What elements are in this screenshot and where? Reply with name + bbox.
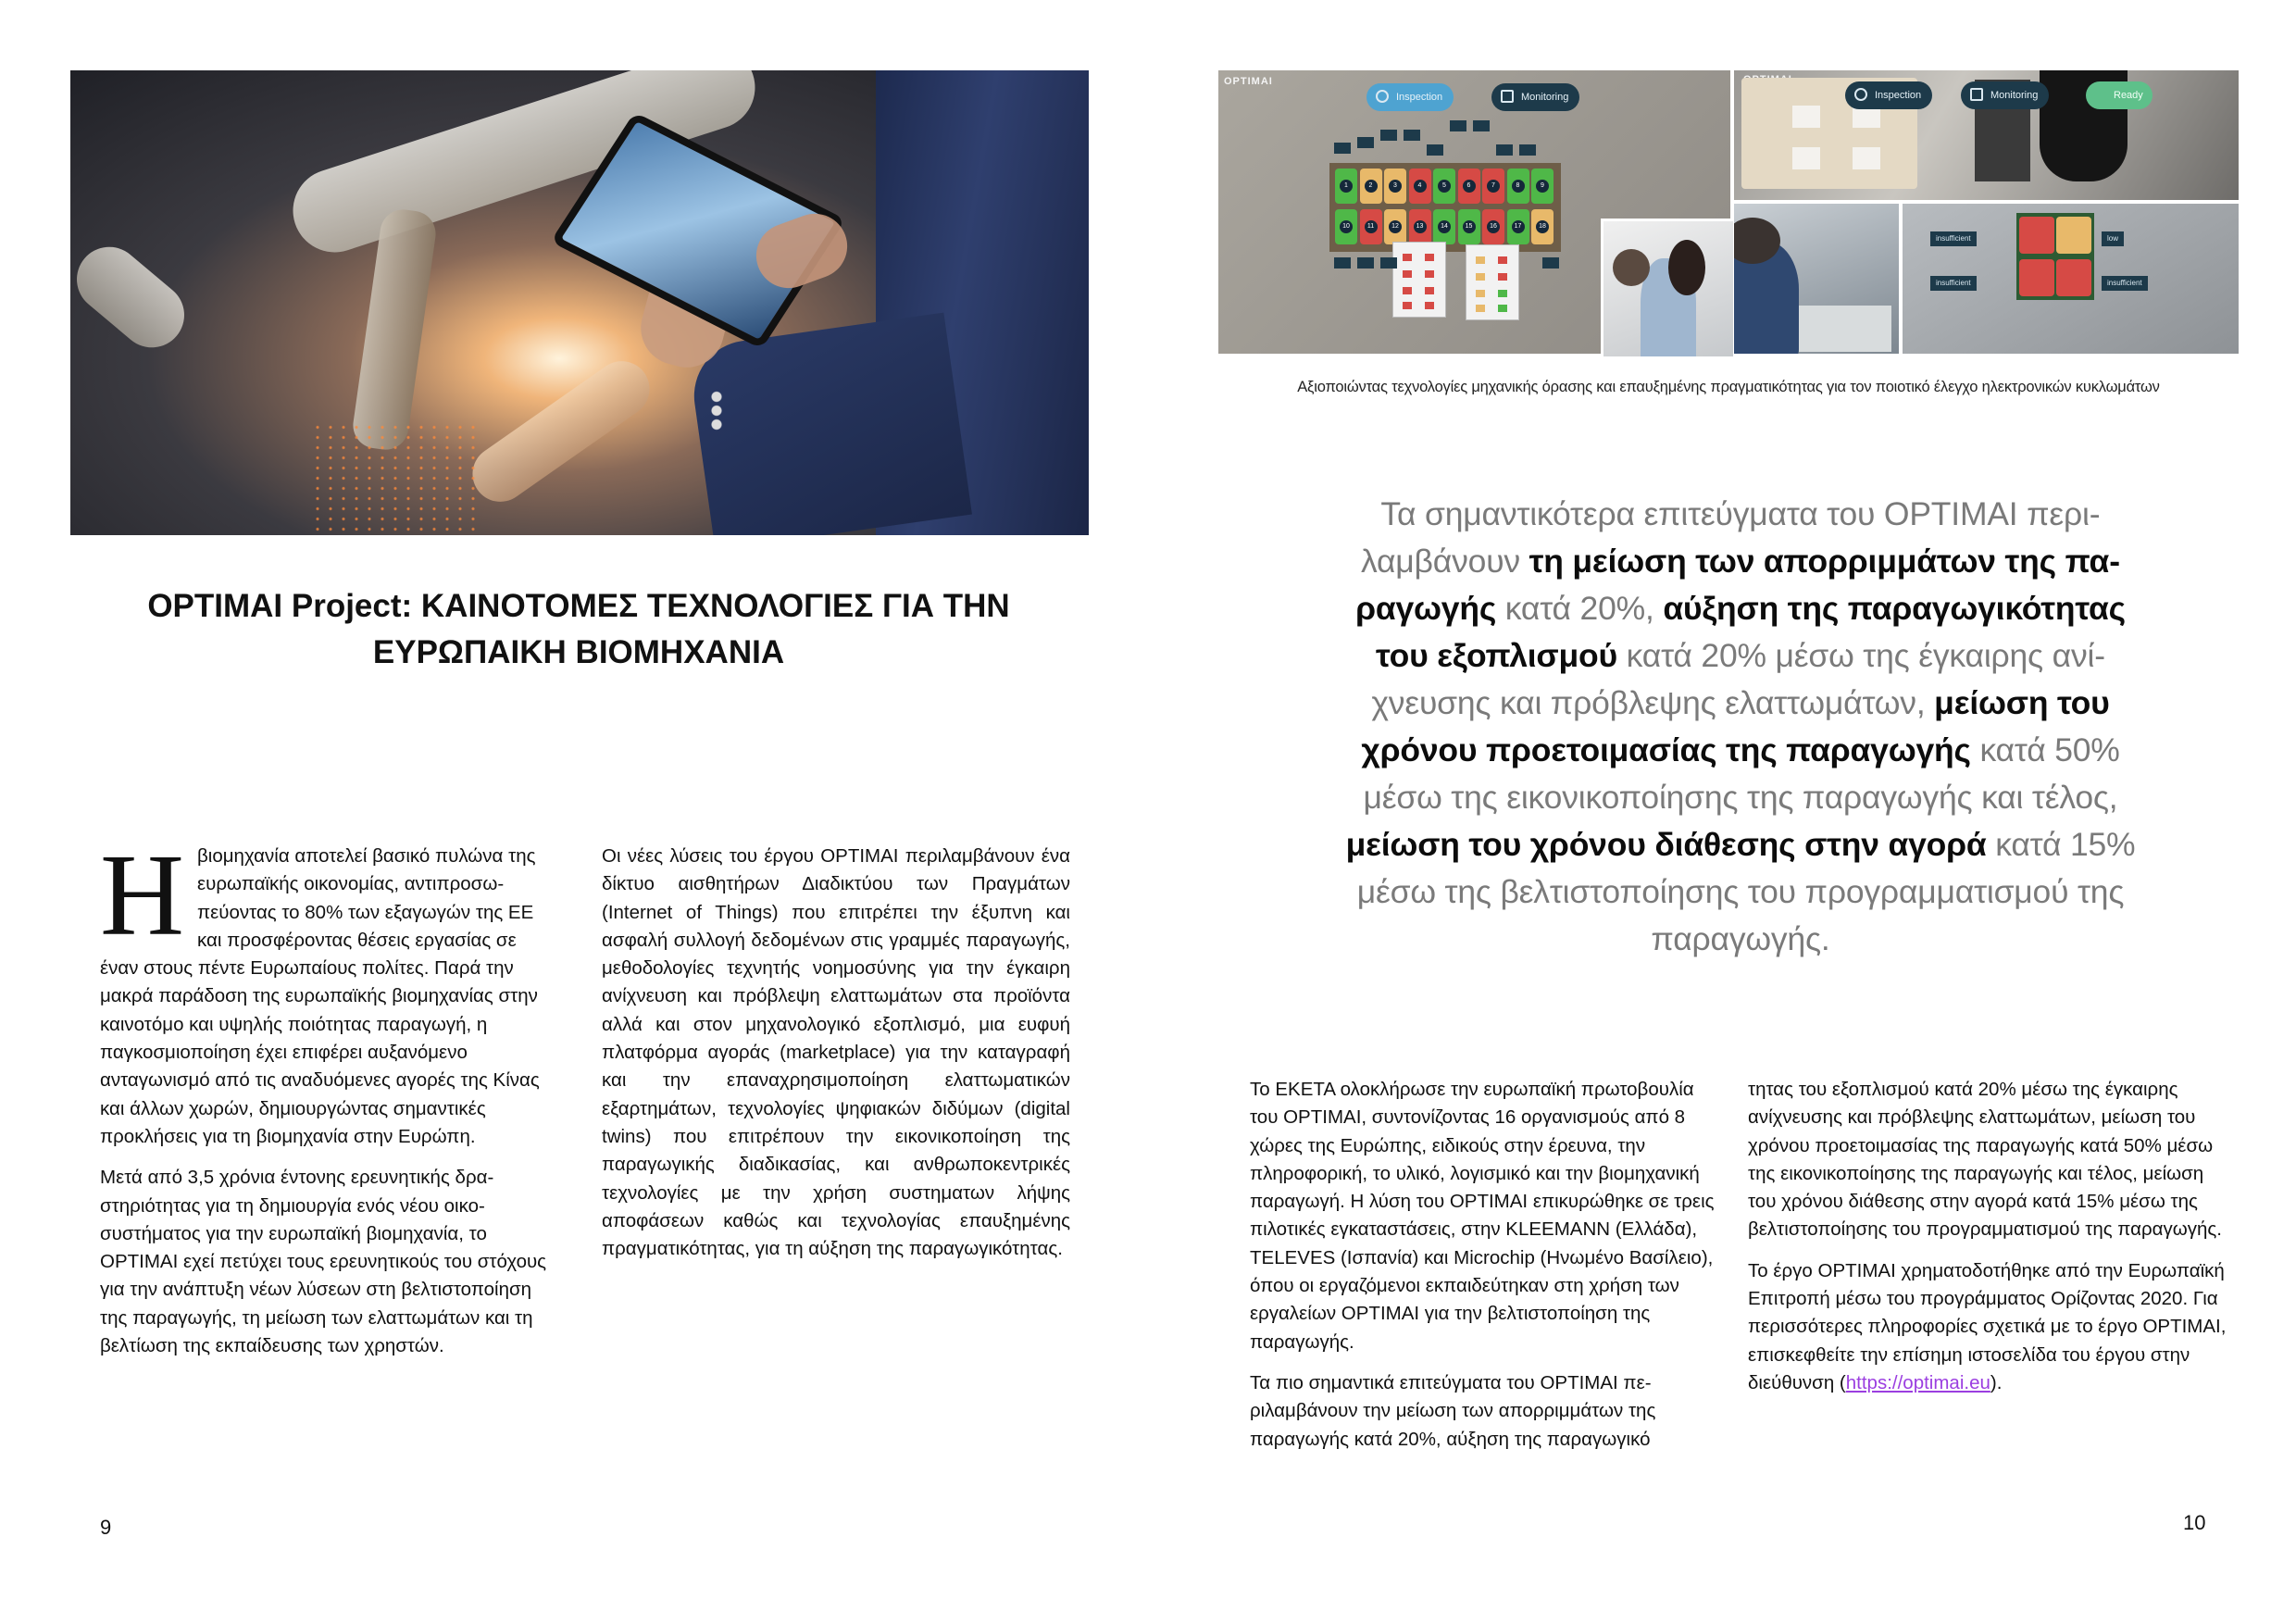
defect-count-tag (1334, 143, 1351, 154)
defect-card (1392, 242, 1446, 318)
paragraph-text: Το έργο OPTIMAI χρηματοδοτήθηκε από την Ευρωπαϊκή Επιτροπή μέσω του προγράμματος Ορίζοντας 2020. Για περισσότερες πληροφορίες σχετικά με το έργο OPTIMAI, επισκεφθείτε την επίσημη ιστοσελίδα του έργου στην διεύθυνση ( (1748, 1259, 2227, 1393)
button-label: Inspection (1875, 90, 1922, 101)
body-column-2 (602, 843, 1070, 1276)
paragraph (100, 831, 550, 1151)
inspection-ar-button (1366, 83, 1454, 111)
cell-number: 4 (1414, 180, 1427, 193)
button-label: Ready (2114, 90, 2143, 101)
quote-highlight: μείωση του χρόνου διάθεσης στην αγορά (1345, 826, 1987, 863)
defect-count-tag (1380, 130, 1397, 141)
cell-number: 3 (1389, 180, 1402, 193)
status-label: insufficient (2102, 276, 2148, 291)
quote-highlight: αύξηση της παραγωγικότητας του εξοπλισμού (1375, 590, 2126, 674)
button-label: Monitoring (1521, 92, 1569, 103)
cell-number: 13 (1414, 220, 1427, 233)
paragraph: τητας του εξοπλισμού κατά 20% μέσω της έγκαιρης ανίχνευσης και πρόβλεψης ελαττωμάτων, μείωση του χρόνου προετοιμασίας της παραγωγής κατά 50% μέσω της εικονικοποίησης της παραγωγής και τέλος, μείωση του χρόνου διάθεσης στην αγορά κατά 15% μέσω της βελτιστοποίησης του προγραμματισμού της παραγωγής. (1748, 1079, 2222, 1241)
board-cell (1458, 169, 1480, 204)
quote-text: Τα σημαντικότερα επιτεύγματα του OPTIMAI περιλαμβάνουν (1360, 495, 2101, 580)
sleeve-shape (687, 313, 972, 535)
defect-count-tag (1404, 130, 1420, 141)
cell-number: 14 (1438, 220, 1451, 233)
board-cell (1409, 209, 1431, 244)
paragraph: Τα πιο σημαντικά επιτεύγματα του OPTIMAI περιλαμβάνουν την μείωση των απορριμμάτων της παραγωγής κατά 20%, αύξηση της παραγωγικό (1250, 1371, 1656, 1450)
inspection-ar-button (1845, 81, 1932, 109)
quote-text: κατά 15% μέσω της βελτιστοποίησης του προγραμματισμού της παραγωγής. (1356, 826, 2136, 957)
pcb-board (2016, 213, 2094, 300)
defect-count-tag (1357, 137, 1374, 148)
search-icon (1854, 88, 1867, 101)
machine-shape (1799, 306, 1891, 352)
sparks-shape (311, 422, 478, 533)
quote-text: κατά 20% μέσω της έγκαιρης ανίχνευσης και πρόβλεψης ελαττωμάτων, (1371, 637, 2106, 721)
board-cell (1507, 209, 1529, 244)
defect-count-tag (1380, 257, 1397, 269)
defect-count-tag (1519, 144, 1536, 156)
cell-number: 15 (1463, 220, 1476, 233)
quote-highlight: τη μείωση των απορριμμάτων της παραγωγής (1355, 543, 2121, 627)
search-icon (1376, 90, 1389, 103)
monitoring-ar-button (1961, 81, 2049, 109)
pcb-inspection-panel (1903, 204, 2239, 354)
board-cell (1360, 169, 1382, 204)
cell-number: 7 (1487, 180, 1500, 193)
board-cell (1531, 169, 1554, 204)
workers-photo-inset (1601, 219, 1736, 359)
defect-count-tag (1427, 144, 1443, 156)
cell-number: 10 (1340, 220, 1353, 233)
board-cell (1384, 169, 1406, 204)
board-cell (1433, 169, 1455, 204)
paragraph: Μετά από 3,5 χρόνια έντονης ερευνητικής δραστηριότητας για τη δημιουργία ενός νέου οικοσυστήματος για την ευρωπαϊκή βιομηχανία, το OPTIMAI εχεί πετύχει τους ερευνητικούς του στόχους για την ανάπτυξη νέων λύσεων στη βελτιστοποίηση της παραγωγής, τη μείωση των ελαττωμάτων και τη βελτίωση της εκπαίδευσης των χρηστών. (100, 1167, 547, 1357)
cell-number: 2 (1365, 180, 1378, 193)
cell-number: 8 (1512, 180, 1525, 193)
robot-arm-shape (70, 233, 197, 360)
pull-quote (1333, 491, 2148, 963)
defect-card (1466, 244, 1519, 320)
monitor-icon (1970, 88, 1983, 101)
paragraph-text: βιομηχανία αποτελεί βασικό πυλώνα της ευρωπαϊκής οικονομίας, αντιπροσωπεύοντας το 80% των εξαγωγών της ΕΕ και προσφέροντας θέσεις εργασίας σε έναν στους πέντε Ευρωπαίους πολίτες. Παρά την μακρά παράδοση της ευρωπαϊκής βιομηχανίας στην καινοτόμο και υψηλής ποιότητας παραγωγή, η παγκοσμιοποίηση έχει επιφέρει αυξανόμενο ανταγωνισμό από τις αναδυόμενες αγορές της Κίνας και άλλων χωρών, δημιουργώντας σημαντικές προκλήσεις για τη βιομηχανία στην Ευρώπη. (100, 845, 540, 1147)
optimai-website-link[interactable]: https://optimai.eu (1845, 1371, 1990, 1393)
monitor-icon (1501, 90, 1514, 103)
defect-count-tag (1357, 257, 1374, 269)
pad-a (2056, 259, 2091, 296)
pad-c (2019, 217, 2054, 254)
article-title: OPTIMAI Project: ΚΑΙΝΟΤΟΜΕΣ ΤΕΧΝΟΛΟΓΙΕΣ ΓΙΑ ΤΗΝ ΕΥΡΩΠΑΙΚΗ ΒΙΟΜΗΧΑΝΙΑ (147, 588, 1010, 670)
defect-count-tag (1334, 257, 1351, 269)
paragraph (1748, 1257, 2231, 1397)
robot-arm-shape (462, 350, 661, 512)
board-cell (1482, 209, 1504, 244)
cell-number: 12 (1389, 220, 1402, 233)
cell-number: 11 (1365, 220, 1378, 233)
ready-ar-button (2086, 81, 2152, 109)
status-label: insufficient (1930, 231, 1977, 246)
pad-b (2019, 259, 2054, 296)
board-cell (1335, 209, 1357, 244)
defect-count-tag (1473, 120, 1490, 131)
board-cell (1409, 169, 1431, 204)
status-label: low (2102, 231, 2124, 246)
paragraph: Το ΕΚΕΤΑ ολοκλήρωσε την ευρωπαϊκή πρωτοβουλία του OPTIMAI, συντονίζοντας 16 οργανισμούς από 8 χώρες της Ευρώπης, ειδικούς στην έρευνα, την πληροφορική, το υλικό, λογισμικό και την βιομηχανική παραγωγή. Η λύση του OPTIMAI επικυρώθηκε σε τρεις πιλοτικές εγκαταστάσεις, στην KLEEMANN (Ελλάδα), TELEVES (Ισπανία) και Microchip (Ηνωμένο Βασίλειο), όπου οι εργαζόμενοι εκπαιδεύτηκαν στη χρήση των εργαλείων OPTIMAI για την βελτιστοποίηση της παραγωγής. (1250, 1079, 1715, 1353)
body-column-3 (1250, 1076, 1720, 1467)
quote-highlight: μείωση του χρόνου προετοιμασίας της παραγωγής (1361, 684, 2110, 768)
board-cell (1531, 209, 1554, 244)
cell-number: 9 (1536, 180, 1549, 193)
defect-count-tag (1496, 144, 1513, 156)
board-cell (1507, 169, 1529, 204)
pcb-panel-board (1329, 163, 1561, 252)
workstation-panel (1734, 70, 2239, 200)
page-number: 10 (2183, 1511, 2206, 1534)
cuff-buttons-shape (709, 390, 724, 431)
operator-headset-photo (1734, 204, 1899, 354)
monitoring-ar-button (1491, 83, 1579, 111)
quote-text: κατά 20%, (1496, 590, 1664, 627)
cell-number: 18 (1536, 220, 1549, 233)
page-number: 9 (100, 1516, 112, 1539)
defect-count-tag (1542, 257, 1559, 269)
figure-caption: Αξιοποιώντας τεχνολογίες μηχανικής όρασης και επαυξημένης πραγματικότητας για τον ποιοτικό έλεγχο ηλεκτρονικών κυκλωμάτων (1297, 379, 2160, 395)
paragraph: Οι νέες λύσεις του έργου OPTIMAI περιλαμβάνουν ένα δίκτυο αισθητήρων Διαδικτύου των Πραγμάτων (Internet of Things) που επιτρέπει την έξυπνη και ασφαλή συλλογή δεδομένων στις γραμμές παραγωγής, μεθοδολογίες τεχνητής νοημοσύνης για την έγκαιρη ανίχνευση και πρόβλεψη ελαττωμάτων στα προϊόντα αλλά και στον μηχανολογικό εξοπλισμό, μια ευφυή πλατφόρμα αγοράς (marketplace) για την καταγραφή και την επαναχρησιμοποίηση ελαττωματικών εξαρτημάτων, τεχνολογίες ψηφιακών διδύμων (digital twins) που επιτρέπουν την εικονικοποίηση της παραγωγικής διαδικασίας, και ανθρωποκεντρικές τεχνολογίες με την χρήση συστηματων λήψης αποφάσεων καθώς και τεχνολογίας επαυξημένης πραγματικότητας, για τη αύξηση της παραγωγικότητας. (602, 845, 1070, 1260)
cell-number: 17 (1512, 220, 1525, 233)
cell-number: 6 (1463, 180, 1476, 193)
board-cell (1384, 209, 1406, 244)
body-column-1 (100, 831, 550, 1373)
cell-number: 5 (1438, 180, 1451, 193)
quote-text: κατά 50% μέσω της εικονικοποίησης της παραγωγής και τέλος, (1363, 731, 2120, 816)
button-label: Inspection (1396, 92, 1443, 103)
defect-count-tag (1450, 120, 1466, 131)
button-label: Monitoring (1990, 90, 2039, 101)
head-shape (1613, 249, 1650, 286)
optimai-logo: OPTIMAI (1224, 76, 1273, 87)
body-column-4 (1748, 1076, 2231, 1410)
paragraph-text: ). (1990, 1371, 2003, 1393)
board-cell (1433, 209, 1455, 244)
hero-image-factory-tablet (70, 70, 1089, 535)
ar-inspection-collage (1218, 70, 2239, 354)
status-label: insufficient (1930, 276, 1977, 291)
pad-d (2056, 217, 2091, 254)
hair-shape (1668, 240, 1705, 295)
drop-cap: Η (100, 831, 184, 960)
cell-number: 16 (1487, 220, 1500, 233)
cell-number: 1 (1340, 180, 1353, 193)
board-cell (1360, 209, 1382, 244)
board-cell (1482, 169, 1504, 204)
board-cell (1458, 209, 1480, 244)
board-cell (1335, 169, 1357, 204)
